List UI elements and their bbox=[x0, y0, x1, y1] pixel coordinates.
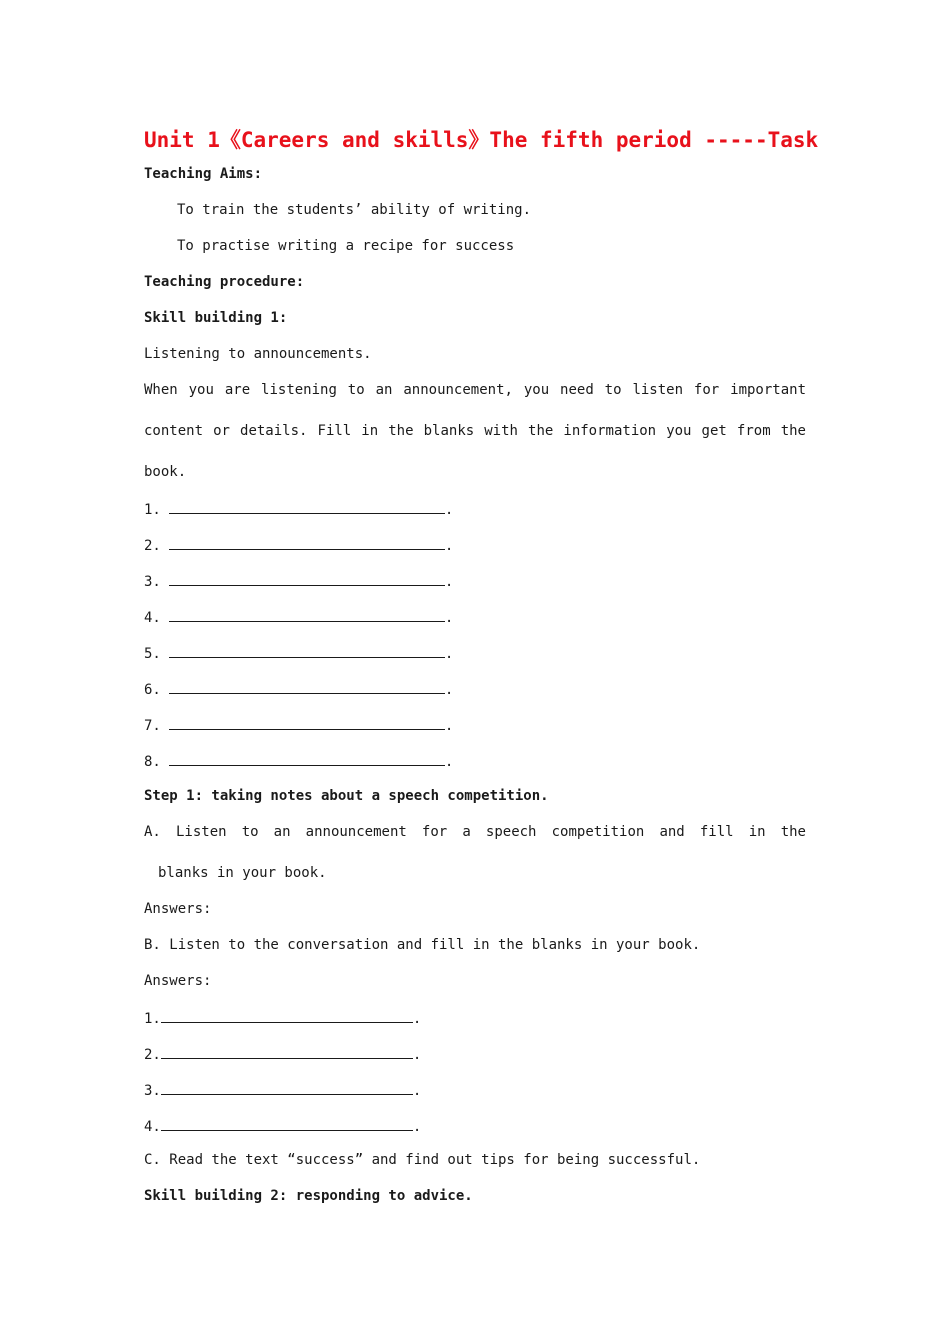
answer-blank[interactable] bbox=[161, 1080, 413, 1095]
step-1-a-instruction-cont: blanks in your book. bbox=[158, 865, 327, 881]
answer-blank[interactable] bbox=[169, 715, 445, 730]
answer-blank[interactable] bbox=[161, 1044, 413, 1059]
fill-blank-item: 2. . bbox=[144, 535, 453, 555]
fill-blank-item: 4. . bbox=[144, 1116, 421, 1136]
fill-blank-item: 5. . bbox=[144, 643, 453, 663]
answers-label: Answers: bbox=[144, 901, 212, 917]
fill-blank-item: 7. . bbox=[144, 715, 453, 735]
answer-blank[interactable] bbox=[161, 1008, 413, 1023]
step-1-heading: Step 1: taking notes about a speech competition. bbox=[144, 788, 549, 804]
fill-blank-item: 8. . bbox=[144, 751, 453, 771]
answers-label: Answers: bbox=[144, 973, 212, 989]
answer-blank[interactable] bbox=[169, 751, 445, 766]
fill-blank-item: 6. . bbox=[144, 679, 453, 699]
document-title: Unit 1《Careers and skills》The fifth period -----Task bbox=[144, 128, 819, 152]
fill-blank-item: 3. . bbox=[144, 1080, 421, 1100]
instruction-paragraph-line: book. bbox=[144, 464, 187, 480]
instruction-paragraph-line: content or details. Fill in the blanks with the information you get from the bbox=[144, 423, 806, 439]
skill-building-1-heading: Skill building 1: bbox=[144, 310, 288, 326]
fill-blank-item: 2. . bbox=[144, 1044, 421, 1064]
fill-blank-item: 4. . bbox=[144, 607, 453, 627]
skill-building-2-heading: Skill building 2: responding to advice. bbox=[144, 1188, 473, 1204]
instruction-paragraph-line: When you are listening to an announcement, you need to listen for important bbox=[144, 382, 806, 398]
fill-blank-item: 1. . bbox=[144, 1008, 421, 1028]
answer-blank[interactable] bbox=[169, 643, 445, 658]
teaching-aims-heading: Teaching Aims: bbox=[144, 166, 263, 182]
answer-blank[interactable] bbox=[169, 499, 445, 514]
fill-blank-item: 3. . bbox=[144, 571, 453, 591]
answer-blank[interactable] bbox=[169, 571, 445, 586]
skill-building-1-subtitle: Listening to announcements. bbox=[144, 346, 372, 362]
answer-blank[interactable] bbox=[169, 607, 445, 622]
step-1-c-instruction: C. Read the text “success” and find out tips for being successful. bbox=[144, 1152, 701, 1168]
teaching-procedure-heading: Teaching procedure: bbox=[144, 274, 305, 290]
aim-item: To practise writing a recipe for success bbox=[177, 238, 515, 254]
step-1-b-instruction: B. Listen to the conversation and fill in the blanks in your book. bbox=[144, 937, 701, 953]
answer-blank[interactable] bbox=[169, 535, 445, 550]
aim-item: To train the students’ ability of writing. bbox=[177, 202, 532, 218]
answer-blank[interactable] bbox=[169, 679, 445, 694]
answer-blank[interactable] bbox=[161, 1116, 413, 1131]
fill-blank-item: 1. . bbox=[144, 499, 453, 519]
step-1-a-instruction: A. Listen to an announcement for a speech competition and fill in the bbox=[144, 824, 806, 840]
